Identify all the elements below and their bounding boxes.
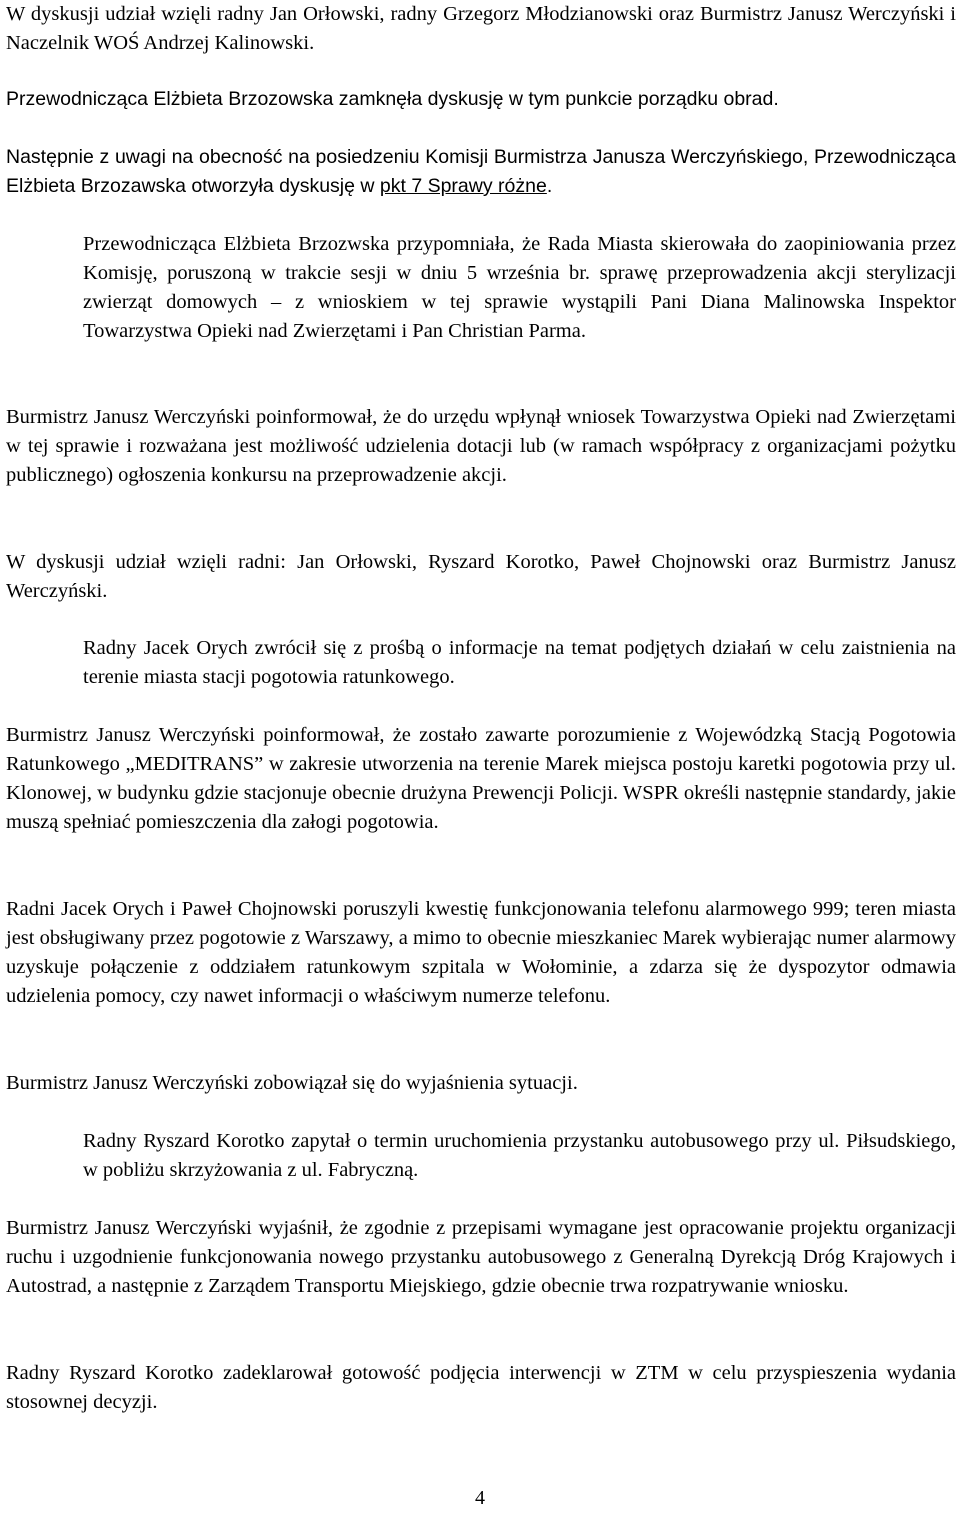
paragraph-discussion-participants: W dyskusji udział wzięli radny Jan Orłowski, radny Grzegorz Młodzianowski oraz Burmistrz Janusz Werczyński i Naczelnik WOŚ Andrzej Kalinowski.: [6, 3, 956, 54]
paragraph-discussion-councillors: W dyskusji udział wzięli radni: Jan Orłowski, Ryszard Korotko, Paweł Chojnowski oraz Burmistrz Janusz Werczyński.: [6, 551, 956, 602]
item-text: Przewodnicząca Elżbieta Brzozwska przypomniała, że Rada Miasta skierowała do zaopiniowania przez Komisję, poruszoną w trakcie sesji w dniu 5 września br. sprawę przeprowadzenia akcji sterylizacji zwierząt domowych – z wnioskiem w tej sprawie wystąpili Pani Diana Malinowska Inspektor Towarzystwa Opieki nad Zwierzętami i Pan Christian Parma.: [83, 233, 956, 342]
paragraph-open-discussion: [6, 143, 956, 201]
paragraph-mayor-commitment: Burmistrz Janusz Werczyński zobowiązał się do wyjaśnienia sytuacji.: [6, 1072, 578, 1094]
item-text: Radny Ryszard Korotko zapytał o termin uruchomienia przystanku autobusowego przy ul. Piłsudskiego, w pobliżu skrzyżowania z ul. Fabryczną.: [83, 1130, 956, 1181]
page-number: 4: [475, 1487, 485, 1509]
agenda-item-link: pkt 7 Sprawy różne: [379, 175, 547, 197]
paragraph-open-discussion-end: .: [546, 175, 553, 197]
numbered-item-1: [6, 230, 956, 346]
paragraph-bus-stop-explanation: Burmistrz Janusz Werczyński wyjaśnił, że zgodnie z przepisami wymagane jest opracowanie projektu organizacji ruchu i uzgodnienie funkcjonowania nowego przystanku autobusowego z Generalną Dyrekcją Dróg Krajowych i Autostrad, a następnie z Zarządem Transportu Miejskiego, gdzie obecnie trwa rozpatrywanie wniosku.: [6, 1217, 956, 1297]
paragraph-open-discussion-text: Następnie z uwagi na obecność na posiedzeniu Komisji Burmistrza Janusza Werczyńskiego, Przewodnicząca Elżbieta Brzozawska otworzyła dyskusję w: [6, 146, 956, 197]
paragraph-emergency-phone: Radni Jacek Orych i Paweł Chojnowski poruszyli kwestię funkcjonowania telefonu alarmowego 999; teren miasta jest obsługiwany przez pogotowie z Warszawy, a mimo to obecnie mieszkaniec Marek wybierając numer alarmowy uzyskuje połączenie z oddziałem ratunkowym szpitala w Wołominie, a zdarza się że dyspozytor odmawia udzielenia pomocy, czy nawet informacji o właściwym numerze telefonu.: [6, 898, 956, 1007]
numbered-item-2: [6, 634, 956, 692]
paragraph-ambulance-agreement: Burmistrz Janusz Werczyński poinformował, że zostało zawarte porozumienie z Wojewódzką Stacją Pogotowia Ratunkowego „MEDITRANS” w zakresie utworzenia na terenie Marek miejsca postoju karetki pogotowia przy ul. Klonowej, w budynku gdzie stacjonuje obecnie drużyna Prewencji Policji. WSPR określi następnie standardy, jakie muszą spełniać pomieszczenia dla załogi pogotowia.: [6, 724, 956, 833]
paragraph-ztm-intervention: Radny Ryszard Korotko zadeklarował gotowość podjęcia interwencji w ZTM w celu przyspieszenia wydania stosownej decyzji.: [6, 1362, 956, 1413]
paragraph-discussion-closed: Przewodnicząca Elżbieta Brzozowska zamknęła dyskusję w tym punkcie porządku obrad.: [6, 88, 779, 110]
paragraph-mayor-info-sterilization: Burmistrz Janusz Werczyński poinformował, że do urzędu wpłynął wniosek Towarzystwa Opieki nad Zwierzętami w tej sprawie i rozważana jest możliwość udzielenia dotacji lub (w ramach współpracy z organizacjami pożytku publicznego) ogłoszenia konkursu na przeprowadzenie akcji.: [6, 406, 956, 486]
item-text: Radny Jacek Orych zwrócił się z prośbą o informacje na temat podjętych działań w celu zaistnienia na terenie miasta stacji pogotowia ratunkowego.: [83, 637, 956, 688]
numbered-item-3: [6, 1127, 956, 1185]
